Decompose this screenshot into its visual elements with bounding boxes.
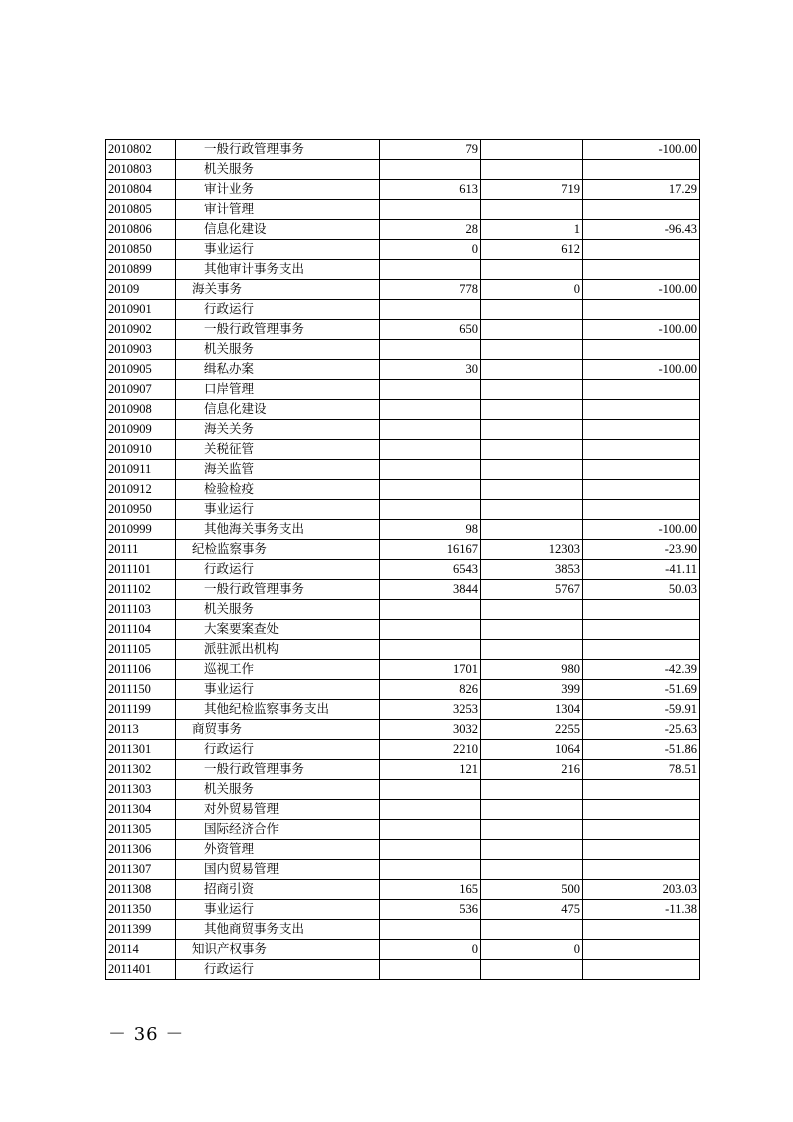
row-value-1: 3253: [380, 700, 481, 720]
row-change-percent: [583, 960, 700, 980]
row-code: 2010950: [106, 500, 176, 520]
row-name: 机关服务: [176, 160, 380, 180]
row-change-percent: -100.00: [583, 280, 700, 300]
row-code: 2011399: [106, 920, 176, 940]
row-name: 关税征管: [176, 440, 380, 460]
table-row: [106, 700, 700, 720]
row-code: 2011305: [106, 820, 176, 840]
row-change-percent: [583, 800, 700, 820]
row-value-2: 1: [481, 220, 583, 240]
row-change-percent: -100.00: [583, 320, 700, 340]
table-row: [106, 280, 700, 300]
row-value-1: 3844: [380, 580, 481, 600]
table-row: [106, 840, 700, 860]
row-name: 一般行政管理事务: [176, 580, 380, 600]
row-change-percent: [583, 840, 700, 860]
table-row: [106, 240, 700, 260]
row-value-2: 719: [481, 180, 583, 200]
table-row: [106, 580, 700, 600]
table-row: [106, 900, 700, 920]
row-name: 信息化建设: [176, 220, 380, 240]
table-row: [106, 140, 700, 160]
row-code: 2010899: [106, 260, 176, 280]
row-code: 2011401: [106, 960, 176, 980]
table-row: [106, 820, 700, 840]
row-value-2: [481, 800, 583, 820]
row-value-2: [481, 920, 583, 940]
row-code: 2011307: [106, 860, 176, 880]
table-row: [106, 720, 700, 740]
row-name: 机关服务: [176, 780, 380, 800]
row-value-1: 79: [380, 140, 481, 160]
table-row: [106, 920, 700, 940]
row-code: 2010912: [106, 480, 176, 500]
table-row: [106, 220, 700, 240]
row-value-2: 3853: [481, 560, 583, 580]
row-code: 2010901: [106, 300, 176, 320]
row-value-2: [481, 960, 583, 980]
row-name: 行政运行: [176, 300, 380, 320]
row-change-percent: [583, 160, 700, 180]
row-value-1: [380, 620, 481, 640]
row-code: 2010909: [106, 420, 176, 440]
row-value-1: 16167: [380, 540, 481, 560]
row-name: 事业运行: [176, 680, 380, 700]
table-row: [106, 760, 700, 780]
row-value-2: [481, 500, 583, 520]
row-value-1: 6543: [380, 560, 481, 580]
row-code: 2011101: [106, 560, 176, 580]
row-change-percent: -100.00: [583, 520, 700, 540]
row-code: 20113: [106, 720, 176, 740]
row-change-percent: 50.03: [583, 580, 700, 600]
row-code: 2010802: [106, 140, 176, 160]
row-code: 2011150: [106, 680, 176, 700]
row-change-percent: [583, 380, 700, 400]
row-name: 其他纪检监察事务支出: [176, 700, 380, 720]
row-change-percent: [583, 920, 700, 940]
row-change-percent: 17.29: [583, 180, 700, 200]
row-code: 2011105: [106, 640, 176, 660]
row-value-2: 475: [481, 900, 583, 920]
row-code: 2011103: [106, 600, 176, 620]
table-row: [106, 200, 700, 220]
row-name: 其他商贸事务支出: [176, 920, 380, 940]
row-code: 2010902: [106, 320, 176, 340]
row-value-1: [380, 460, 481, 480]
row-value-2: [481, 480, 583, 500]
row-code: 2010908: [106, 400, 176, 420]
row-value-1: [380, 200, 481, 220]
table-row: [106, 320, 700, 340]
row-name: 对外贸易管理: [176, 800, 380, 820]
row-value-1: 1701: [380, 660, 481, 680]
row-name: 缉私办案: [176, 360, 380, 380]
row-name: 行政运行: [176, 560, 380, 580]
row-value-1: 778: [380, 280, 481, 300]
row-value-1: 98: [380, 520, 481, 540]
row-change-percent: [583, 600, 700, 620]
row-value-2: 0: [481, 940, 583, 960]
table-row: [106, 940, 700, 960]
row-change-percent: 78.51: [583, 760, 700, 780]
row-name: 机关服务: [176, 600, 380, 620]
table-row: [106, 880, 700, 900]
row-name: 机关服务: [176, 340, 380, 360]
row-name: 审计业务: [176, 180, 380, 200]
row-value-1: [380, 300, 481, 320]
row-value-1: [380, 780, 481, 800]
row-code: 2011302: [106, 760, 176, 780]
table-row: [106, 780, 700, 800]
row-name: 行政运行: [176, 960, 380, 980]
row-change-percent: [583, 620, 700, 640]
row-value-2: [481, 260, 583, 280]
row-change-percent: [583, 400, 700, 420]
row-value-2: [481, 140, 583, 160]
row-name: 事业运行: [176, 900, 380, 920]
row-change-percent: [583, 860, 700, 880]
row-change-percent: [583, 480, 700, 500]
row-code: 2010999: [106, 520, 176, 540]
row-value-2: [481, 340, 583, 360]
row-name: 招商引资: [176, 880, 380, 900]
row-value-1: [380, 800, 481, 820]
row-change-percent: [583, 500, 700, 520]
row-value-1: [380, 640, 481, 660]
row-value-1: [380, 860, 481, 880]
row-code: 2011104: [106, 620, 176, 640]
row-code: 2011106: [106, 660, 176, 680]
row-value-1: 28: [380, 220, 481, 240]
table-row: [106, 960, 700, 980]
row-code: 2011303: [106, 780, 176, 800]
row-name: 商贸事务: [176, 720, 380, 740]
row-value-2: [481, 520, 583, 540]
row-value-1: [380, 820, 481, 840]
row-value-1: [380, 960, 481, 980]
row-code: 2011308: [106, 880, 176, 900]
row-code: 2010911: [106, 460, 176, 480]
budget-table: [105, 139, 700, 980]
row-code: 20114: [106, 940, 176, 960]
row-code: 2011199: [106, 700, 176, 720]
table-row: [106, 360, 700, 380]
row-name: 一般行政管理事务: [176, 760, 380, 780]
row-value-1: 650: [380, 320, 481, 340]
row-value-2: [481, 620, 583, 640]
table-row: [106, 180, 700, 200]
table-row: [106, 540, 700, 560]
table-row: [106, 800, 700, 820]
row-name: 国内贸易管理: [176, 860, 380, 880]
row-name: 审计管理: [176, 200, 380, 220]
row-value-1: 165: [380, 880, 481, 900]
table-row: [106, 620, 700, 640]
row-code: 2011301: [106, 740, 176, 760]
row-value-2: [481, 380, 583, 400]
row-code: 2010905: [106, 360, 176, 380]
table-row: [106, 640, 700, 660]
row-name: 其他审计事务支出: [176, 260, 380, 280]
row-change-percent: [583, 640, 700, 660]
table-row: [106, 660, 700, 680]
table-row: [106, 300, 700, 320]
row-value-2: [481, 360, 583, 380]
table-row: [106, 740, 700, 760]
table-row: [106, 420, 700, 440]
table-row: [106, 400, 700, 420]
row-value-2: 12303: [481, 540, 583, 560]
row-code: 2011306: [106, 840, 176, 860]
row-change-percent: -41.11: [583, 560, 700, 580]
row-value-2: 0: [481, 280, 583, 300]
row-value-2: [481, 820, 583, 840]
row-change-percent: -51.69: [583, 680, 700, 700]
row-value-2: [481, 320, 583, 340]
row-change-percent: -100.00: [583, 360, 700, 380]
row-change-percent: [583, 340, 700, 360]
row-change-percent: -42.39: [583, 660, 700, 680]
table-row: [106, 260, 700, 280]
row-value-1: [380, 480, 481, 500]
row-value-1: [380, 380, 481, 400]
row-value-1: 3032: [380, 720, 481, 740]
row-code: 2011102: [106, 580, 176, 600]
table-row: [106, 480, 700, 500]
row-name: 口岸管理: [176, 380, 380, 400]
row-value-2: 1064: [481, 740, 583, 760]
row-value-1: [380, 440, 481, 460]
row-value-1: 536: [380, 900, 481, 920]
row-change-percent: [583, 260, 700, 280]
row-value-1: [380, 400, 481, 420]
row-name: 海关事务: [176, 280, 380, 300]
row-value-1: 30: [380, 360, 481, 380]
row-name: 检验检疫: [176, 480, 380, 500]
row-change-percent: -25.63: [583, 720, 700, 740]
row-value-2: [481, 840, 583, 860]
row-change-percent: [583, 940, 700, 960]
row-value-2: 500: [481, 880, 583, 900]
table-row: [106, 160, 700, 180]
row-value-1: 2210: [380, 740, 481, 760]
row-value-1: [380, 500, 481, 520]
row-value-2: [481, 160, 583, 180]
row-change-percent: -23.90: [583, 540, 700, 560]
row-change-percent: 203.03: [583, 880, 700, 900]
row-name: 国际经济合作: [176, 820, 380, 840]
row-name: 其他海关事务支出: [176, 520, 380, 540]
row-name: 海关关务: [176, 420, 380, 440]
row-value-1: [380, 840, 481, 860]
row-name: 一般行政管理事务: [176, 320, 380, 340]
row-code: 2010805: [106, 200, 176, 220]
row-value-2: 5767: [481, 580, 583, 600]
table-row: [106, 440, 700, 460]
row-change-percent: -11.38: [583, 900, 700, 920]
row-code: 2010850: [106, 240, 176, 260]
row-change-percent: [583, 300, 700, 320]
row-name: 海关监管: [176, 460, 380, 480]
row-code: 2010910: [106, 440, 176, 460]
row-code: 2010803: [106, 160, 176, 180]
row-name: 大案要案查处: [176, 620, 380, 640]
row-value-1: [380, 920, 481, 940]
row-change-percent: [583, 420, 700, 440]
row-code: 2010806: [106, 220, 176, 240]
table-row: [106, 860, 700, 880]
row-change-percent: -100.00: [583, 140, 700, 160]
table-row: [106, 340, 700, 360]
row-value-2: 2255: [481, 720, 583, 740]
row-value-1: 0: [380, 940, 481, 960]
table-row: [106, 500, 700, 520]
row-value-2: [481, 300, 583, 320]
row-code: 2011350: [106, 900, 176, 920]
row-code: 2010903: [106, 340, 176, 360]
table-row: [106, 460, 700, 480]
row-value-2: 612: [481, 240, 583, 260]
table-body: [106, 140, 700, 980]
row-change-percent: [583, 440, 700, 460]
row-value-1: 613: [380, 180, 481, 200]
row-code: 2010907: [106, 380, 176, 400]
row-value-1: [380, 260, 481, 280]
row-name: 巡视工作: [176, 660, 380, 680]
table-row: [106, 380, 700, 400]
row-change-percent: [583, 780, 700, 800]
row-name: 派驻派出机构: [176, 640, 380, 660]
row-change-percent: -51.86: [583, 740, 700, 760]
row-value-1: [380, 340, 481, 360]
row-name: 行政运行: [176, 740, 380, 760]
row-name: 一般行政管理事务: [176, 140, 380, 160]
row-value-2: [481, 400, 583, 420]
row-value-2: [481, 460, 583, 480]
row-change-percent: [583, 820, 700, 840]
row-code: 20111: [106, 540, 176, 560]
row-code: 2010804: [106, 180, 176, 200]
table-row: [106, 680, 700, 700]
row-change-percent: [583, 460, 700, 480]
row-value-2: 399: [481, 680, 583, 700]
table-row: [106, 520, 700, 540]
row-value-1: [380, 160, 481, 180]
row-change-percent: -59.91: [583, 700, 700, 720]
row-name: 知识产权事务: [176, 940, 380, 960]
row-name: 事业运行: [176, 500, 380, 520]
row-code: 2011304: [106, 800, 176, 820]
row-value-1: [380, 600, 481, 620]
row-value-2: [481, 860, 583, 880]
row-value-2: [481, 440, 583, 460]
row-name: 信息化建设: [176, 400, 380, 420]
table-row: [106, 600, 700, 620]
row-name: 外资管理: [176, 840, 380, 860]
row-value-1: 121: [380, 760, 481, 780]
row-value-2: [481, 600, 583, 620]
row-name: 事业运行: [176, 240, 380, 260]
row-value-1: [380, 420, 481, 440]
row-code: 20109: [106, 280, 176, 300]
page-number: － 36 －: [108, 1024, 185, 1045]
row-value-2: [481, 640, 583, 660]
row-name: 纪检监察事务: [176, 540, 380, 560]
row-change-percent: [583, 200, 700, 220]
row-change-percent: -96.43: [583, 220, 700, 240]
row-value-2: 216: [481, 760, 583, 780]
row-value-2: 980: [481, 660, 583, 680]
row-change-percent: [583, 240, 700, 260]
row-value-2: 1304: [481, 700, 583, 720]
table-row: [106, 560, 700, 580]
row-value-1: 826: [380, 680, 481, 700]
row-value-2: [481, 420, 583, 440]
row-value-1: 0: [380, 240, 481, 260]
row-value-2: [481, 200, 583, 220]
row-value-2: [481, 780, 583, 800]
